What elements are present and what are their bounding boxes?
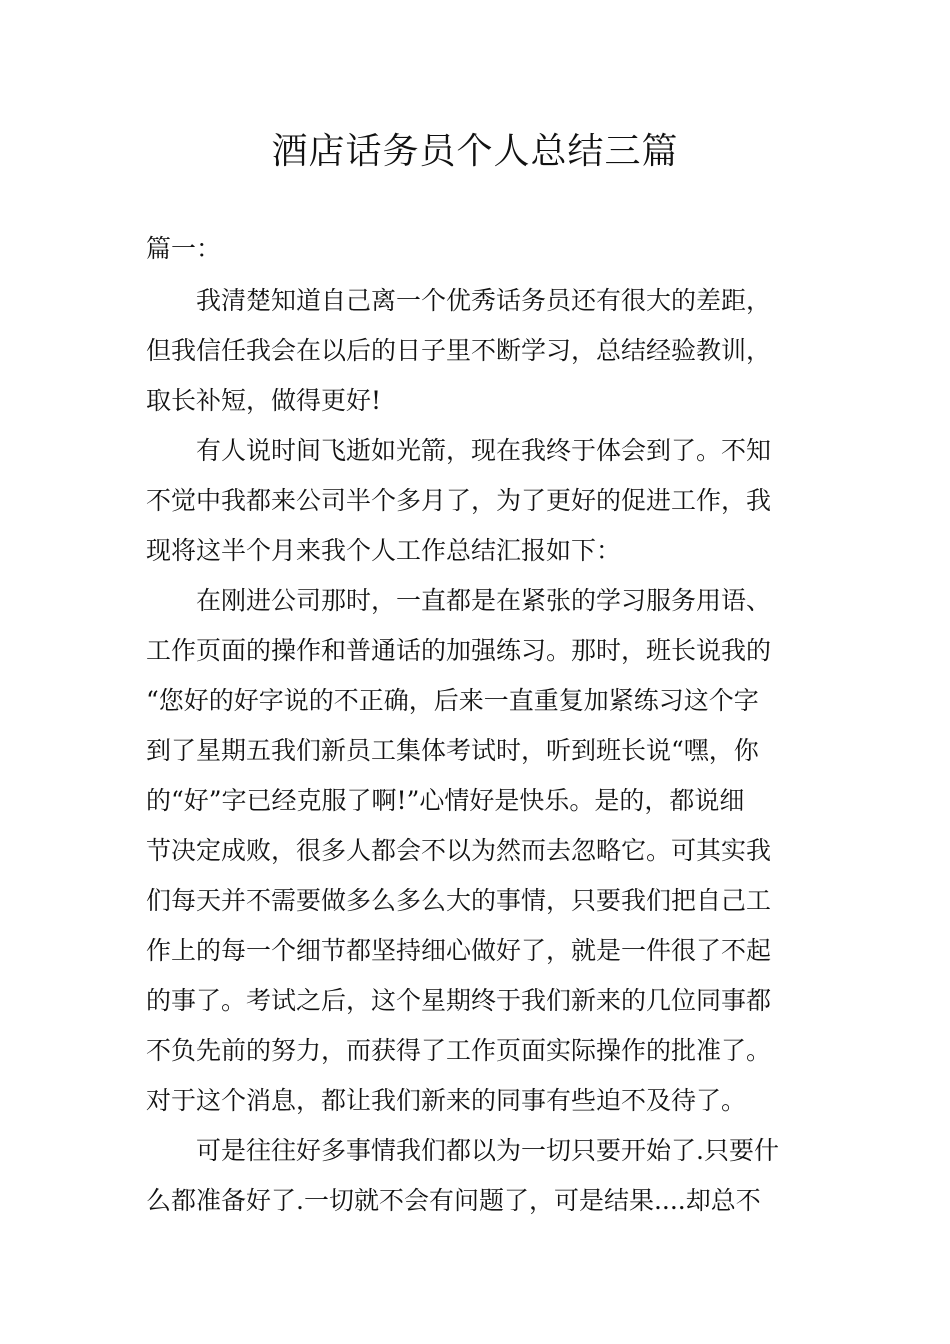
paragraph-line: 么都准备好了.一切就不会有问题了，可是结果....却总不 — [146, 1186, 761, 1215]
paragraph-line: 节决定成败，很多人都会不以为然而去忽略它。可其实我 — [146, 836, 772, 865]
paragraph-line: 在刚进公司那时，一直都是在紧张的学习服务用语、 — [196, 586, 772, 615]
paragraph-line: 工作页面的操作和普通话的加强练习。那时，班长说我的 — [146, 636, 772, 665]
paragraph-line: 但我信任我会在以后的日子里不断学习，总结经验教训， — [146, 336, 772, 365]
paragraph-line: “您好的好字说的不正确，后来一直重复加紧练习这个字 — [146, 686, 759, 715]
paragraph-line: 现将这半个月来我个人工作总结汇报如下： — [146, 536, 622, 565]
paragraph-line: 我清楚知道自己离一个优秀话务员还有很大的差距， — [196, 286, 772, 315]
paragraph-line: 不觉中我都来公司半个多月了，为了更好的促进工作，我 — [146, 486, 772, 515]
paragraph-line: 对于这个消息，都让我们新来的同事有些迫不及待了。 — [146, 1086, 747, 1115]
document-title: 酒店话务员个人总结三篇 — [271, 131, 679, 172]
paragraph-line: 取长补短，做得更好! — [146, 386, 382, 415]
paragraph-line: 们每天并不需要做多么多么大的事情，只要我们把自己工 — [146, 886, 772, 915]
paragraph-line: 的“好”字已经克服了啊!”心情好是快乐。是的，都说细 — [146, 786, 745, 815]
paragraph-line: 的事了。考试之后，这个星期终于我们新来的几位同事都 — [146, 986, 772, 1015]
paragraph-line: 有人说时间飞逝如光箭，现在我终于体会到了。不知 — [196, 436, 772, 465]
paragraph-line: 作上的每一个细节都坚持细心做好了，就是一件很了不起 — [146, 936, 772, 965]
paragraph-line: 不负先前的努力，而获得了工作页面实际操作的批准了。 — [146, 1036, 772, 1065]
section-label: 篇一： — [146, 234, 222, 263]
paragraph-line: 到了星期五我们新员工集体考试时，听到班长说“嘿，你 — [146, 736, 759, 765]
paragraph-line: 可是往往好多事情我们都以为一切只要开始了.只要什 — [196, 1136, 779, 1165]
